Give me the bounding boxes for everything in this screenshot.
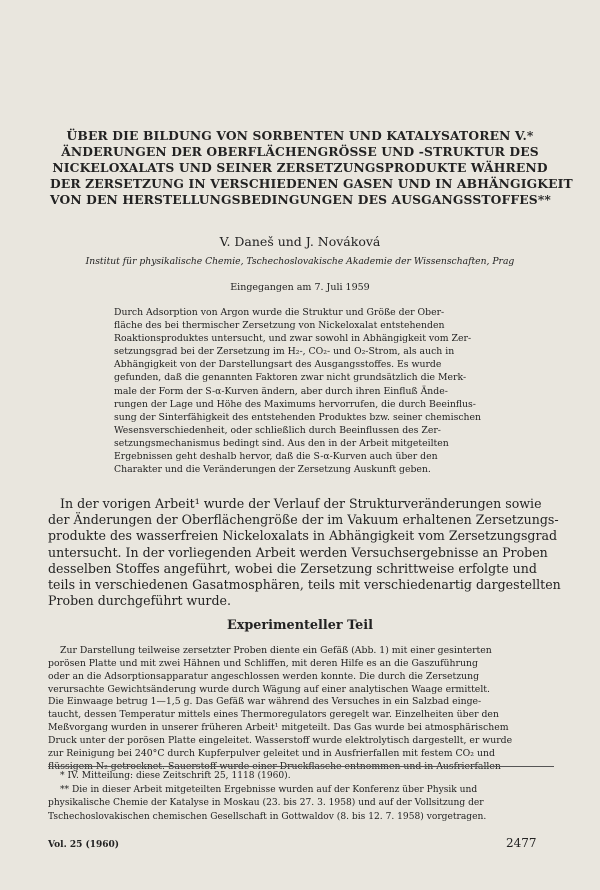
intro-line: teils in verschiedenen Gasatmosphären, teils mit verschiedenartig dargestellten xyxy=(48,577,561,593)
intro-line: In der vorigen Arbeit¹ wurde der Verlauf der Strukturveränderungen sowie xyxy=(60,496,542,511)
body-line: oder an die Adsorptionsapparatur angeschlossen werden konnte. Die durch die Zersetzung xyxy=(48,670,480,682)
abstract-line: Wesensverschiedenheit, oder schließlich durch Beeinflussen des Zer- xyxy=(114,424,441,436)
affiliation: Institut für physikalische Chemie, Tschechoslovakische Akademie der Wissenschaften, Prag xyxy=(85,256,515,267)
volume-info: Vol. 25 (1960) xyxy=(48,840,120,850)
introduction xyxy=(48,496,561,609)
abstract-line: Roaktionsproduktes untersucht, und zwar sowohl in Abhängigkeit vom Zer- xyxy=(114,333,472,345)
abstract-line: setzungsgrad bei der Zersetzung im H₂-, CO₂- und O₂-Strom, als auch in xyxy=(114,346,455,358)
authors: V. Daneš und J. Nováková xyxy=(219,234,381,249)
footnote-line: Tschechoslovakischen chemischen Gesellschaft in Gottwaldov (8. bis 12. 7. 1958) vorgetragen. xyxy=(48,811,487,822)
abstract xyxy=(114,306,518,476)
abstract-line: Durch Adsorption von Argon wurde die Struktur und Größe der Ober- xyxy=(114,307,445,318)
intro-line: der Änderungen der Oberflächengröße der im Vakuum erhaltenen Zersetzungs- xyxy=(48,512,559,528)
body-line: zur Reinigung bei 240°C durch Kupferpulver geleitet und in Ausfrierfallen mit festem CO₂ und xyxy=(48,747,495,759)
abstract-line: sung der Sinterfähigkeit des entstehenden Produktes bzw. seiner chemischen xyxy=(114,411,482,423)
intro-line: produkte des wasserfreien Nickeloxalats in Abhängigkeit vom Zersetzungsgrad xyxy=(48,528,558,544)
section-heading: Experimenteller Teil xyxy=(226,618,374,633)
title-line: VON DEN HERSTELLUNGSBEDINGUNGEN DES AUSGANGSSTOFFES** xyxy=(50,192,551,207)
footnote-line: physikalische Chemie der Katalyse in Moskau (23. bis 27. 3. 1958) und auf der Vollsitzung der xyxy=(48,798,484,808)
title-line: ÜBER DIE BILDUNG VON SORBENTEN UND KATALYSATOREN V.* xyxy=(66,128,534,143)
intro-line: untersucht. In der vorliegenden Arbeit werden Versuchsergebnisse an Proben xyxy=(48,544,548,560)
body-line: flüssigem N₂ getrocknet. Sauerstoff wurde einer Druckflasche entnommen und in Ausfrierfallen xyxy=(48,760,501,772)
intro-line: Proben durchgeführt wurde. xyxy=(48,593,231,609)
abstract-line: Abhängigkeit von der Darstellungsart des Ausgangsstoffes. Es wurde xyxy=(114,359,442,371)
body-line: Meßvorgang wurden in unserer früheren Arbeit¹ mitgeteilt. Das Gas wurde bei atmosphärischem xyxy=(48,722,509,734)
title-line: ÄNDERUNGEN DER OBERFLÄCHENGRÖSSE UND -STRUKTUR DES xyxy=(61,144,539,159)
abstract-line: Ergebnissen geht deshalb hervor, daß die S-α-Kurven auch über den xyxy=(114,451,438,463)
body-line: Zur Darstellung teilweise zersetzter Proben diente ein Gefäß (Abb. 1) mit einer gesinterten xyxy=(60,645,492,656)
intro-line: desselben Stoffes angeführt, wobei die Zersetzung schrittweise erfolgte und xyxy=(48,560,537,576)
title-line: NICKELOXALATS UND SEINER ZERSETZUNGSPRODUKTE WÄHREND xyxy=(52,160,548,175)
body-line: taucht, dessen Temperatur mittels eines Thermoregulators geregelt war. Einzelheiten über den xyxy=(48,709,499,721)
abstract-line: fläche des bei thermischer Zersetzung von Nickeloxalat entstehenden xyxy=(114,320,445,332)
article-title xyxy=(50,128,573,208)
footnotes xyxy=(48,770,554,824)
body-line: Die Einwaage betrug 1—1,5 g. Das Gefäß war während des Versuches in ein Salzbad einge- xyxy=(48,696,482,708)
body-line: porösen Platte und mit zwei Hähnen und Schliffen, mit deren Hilfe es an die Gaszuführung xyxy=(48,657,478,669)
abstract-line: Charakter und die Veränderungen der Zersetzung Auskunft geben. xyxy=(114,464,431,476)
abstract-line: gefunden, daß die genannten Faktoren zwar nicht grundsätzlich die Merk- xyxy=(114,372,467,384)
body-line: verursachte Gewichtsänderung wurde durch Wägung auf einer analytischen Waage ermittelt. xyxy=(48,683,490,695)
footnote-divider xyxy=(48,766,554,767)
abstract-line: setzungsmechanismus bedingt sind. Aus den in der Arbeit mitgeteilten xyxy=(114,437,449,449)
received-date: Eingegangen am 7. Juli 1959 xyxy=(230,282,370,293)
abstract-line: male der Form der S-α-Kurven ändern, aber durch ihren Einfluß Ände- xyxy=(114,385,448,397)
title-line: DER ZERSETZUNG IN VERSCHIEDENEN GASEN UND IN ABHÄNGIGKEIT xyxy=(50,176,573,191)
body-text xyxy=(48,645,554,773)
abstract-line: rungen der Lage und Höhe des Maximums hervorrufen, die durch Beeinflus- xyxy=(114,398,476,410)
footnote-line: * IV. Mitteilung: diese Zeitschrift 25, 1118 (1960). xyxy=(60,771,291,781)
footnote-line: ** Die in dieser Arbeit mitgeteilten Ergebnisse wurden auf der Konferenz über Physik und xyxy=(60,784,478,795)
page-number: 2477 xyxy=(506,836,537,850)
body-line: Druck unter der porösen Platte eingeleitet. Wasserstoff wurde elektrolytisch dargestellt, er wurde xyxy=(48,734,513,746)
